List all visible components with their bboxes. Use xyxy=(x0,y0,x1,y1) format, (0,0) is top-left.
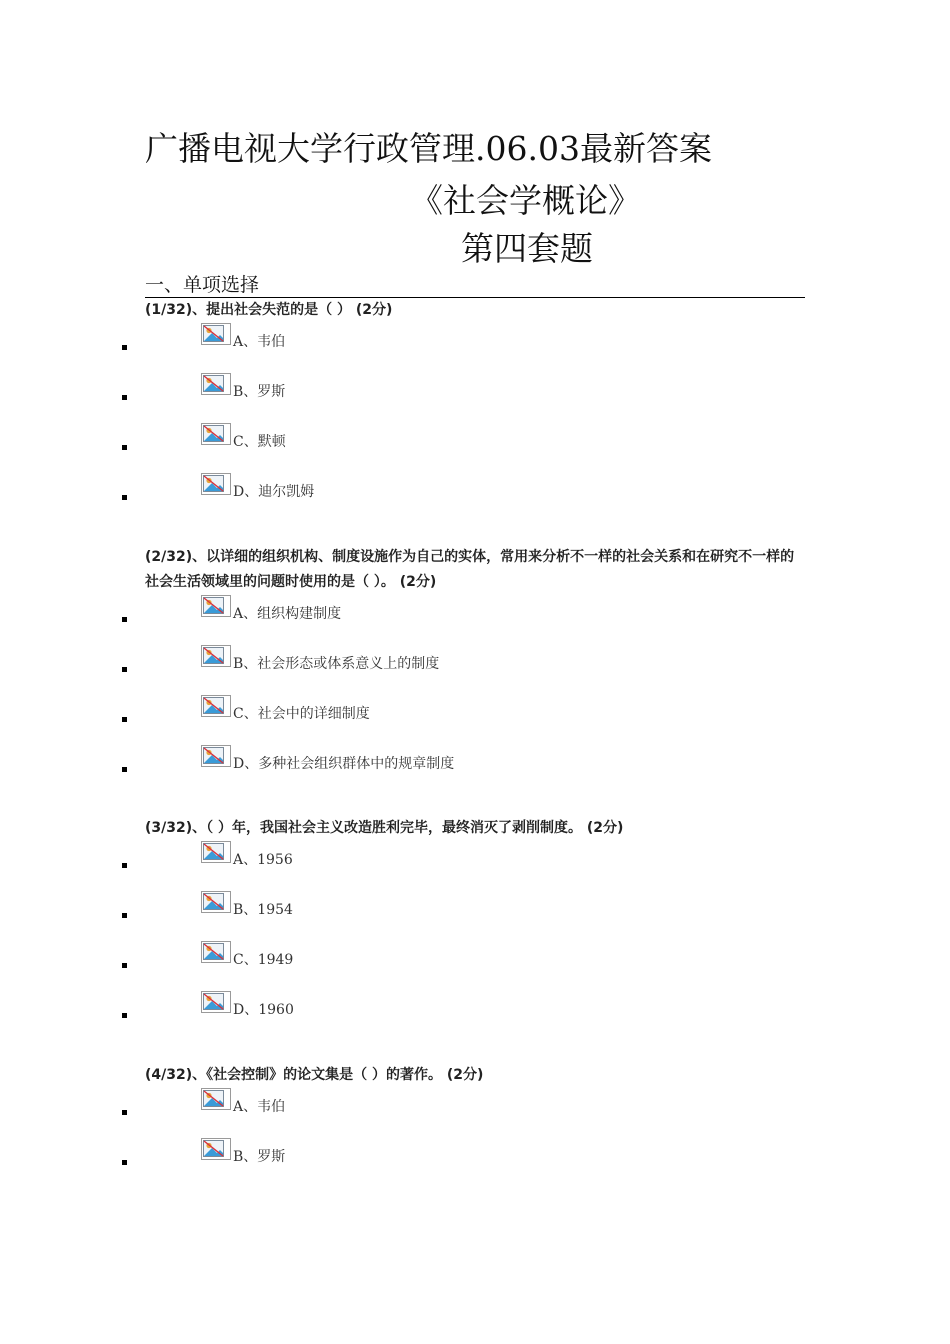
bullet-icon xyxy=(122,445,127,450)
option-list xyxy=(145,841,805,1041)
broken-image-icon xyxy=(201,1138,231,1160)
option-list xyxy=(145,323,805,523)
bullet-icon xyxy=(122,617,127,622)
option-label: D、迪尔凯姆 xyxy=(233,484,315,500)
option-item[interactable] xyxy=(145,941,805,991)
option-label: B、罗斯 xyxy=(233,1149,286,1165)
option-item[interactable] xyxy=(145,991,805,1041)
option-label: A、韦伯 xyxy=(233,1099,286,1115)
broken-image-icon xyxy=(201,745,231,767)
bullet-icon xyxy=(122,863,127,868)
question-stem: (2/32)、以详细的组织机构、制度设施作为自己的实体，常用来分析不一样的社会关系和在研究不一样的社会生活领域里的问题时使用的是（ ）。 (2分) xyxy=(145,549,795,590)
option-item[interactable] xyxy=(145,841,805,891)
broken-image-icon xyxy=(201,645,231,667)
option-label: D、1960 xyxy=(233,1002,294,1018)
option-label: A、韦伯 xyxy=(233,334,286,350)
question-stem: (4/32)、《社会控制》的论文集是（ ）的著作。 (2分) xyxy=(145,1067,484,1083)
option-item[interactable] xyxy=(145,423,805,473)
document-title: 广播电视大学行政管理.06.03最新答案 xyxy=(145,129,712,168)
question-1 xyxy=(145,298,805,523)
broken-image-icon xyxy=(201,423,231,445)
bullet-icon xyxy=(122,963,127,968)
option-label: B、社会形态或体系意义上的制度 xyxy=(233,656,440,672)
bullet-icon xyxy=(122,767,127,772)
broken-image-icon xyxy=(201,941,231,963)
option-label: B、1954 xyxy=(233,902,293,918)
option-item[interactable] xyxy=(145,323,805,373)
option-item[interactable] xyxy=(145,1088,805,1138)
question-stem: (1/32)、提出社会失范的是（ ） (2分) xyxy=(145,302,393,318)
broken-image-icon xyxy=(201,1088,231,1110)
bullet-icon xyxy=(122,913,127,918)
bullet-icon xyxy=(122,1110,127,1115)
question-4 xyxy=(145,1063,805,1188)
question-3 xyxy=(145,816,805,1041)
option-label: C、默顿 xyxy=(233,434,286,450)
bullet-icon xyxy=(122,1013,127,1018)
broken-image-icon xyxy=(201,695,231,717)
bullet-icon xyxy=(122,345,127,350)
question-stem: (3/32)、（ ）年，我国社会主义改造胜利完毕，最终消灭了剥削制度。 (2分) xyxy=(145,820,624,836)
broken-image-icon xyxy=(201,373,231,395)
set-title: 第四套题 xyxy=(461,229,593,268)
option-label: A、组织构建制度 xyxy=(233,606,342,622)
broken-image-icon xyxy=(201,595,231,617)
bullet-icon xyxy=(122,395,127,400)
option-item[interactable] xyxy=(145,595,805,645)
option-item[interactable] xyxy=(145,891,805,941)
broken-image-icon xyxy=(201,323,231,345)
broken-image-icon xyxy=(201,841,231,863)
broken-image-icon xyxy=(201,891,231,913)
option-label: D、多种社会组织群体中的规章制度 xyxy=(233,756,455,772)
question-2 xyxy=(145,545,805,795)
broken-image-icon xyxy=(201,473,231,495)
option-item[interactable] xyxy=(145,473,805,523)
option-list xyxy=(145,1088,805,1188)
broken-image-icon xyxy=(201,991,231,1013)
option-item[interactable] xyxy=(145,745,805,795)
option-item[interactable] xyxy=(145,373,805,423)
option-item[interactable] xyxy=(145,695,805,745)
option-list xyxy=(145,595,805,795)
bullet-icon xyxy=(122,1160,127,1165)
course-title: 《社会学概论》 xyxy=(410,181,641,220)
bullet-icon xyxy=(122,717,127,722)
option-item[interactable] xyxy=(145,645,805,695)
option-label: A、1956 xyxy=(233,852,293,868)
option-label: C、社会中的详细制度 xyxy=(233,706,370,722)
option-item[interactable] xyxy=(145,1138,805,1188)
option-label: C、1949 xyxy=(233,952,294,968)
bullet-icon xyxy=(122,495,127,500)
section-heading: 一、单项选择 xyxy=(145,272,805,298)
option-label: B、罗斯 xyxy=(233,384,286,400)
bullet-icon xyxy=(122,667,127,672)
